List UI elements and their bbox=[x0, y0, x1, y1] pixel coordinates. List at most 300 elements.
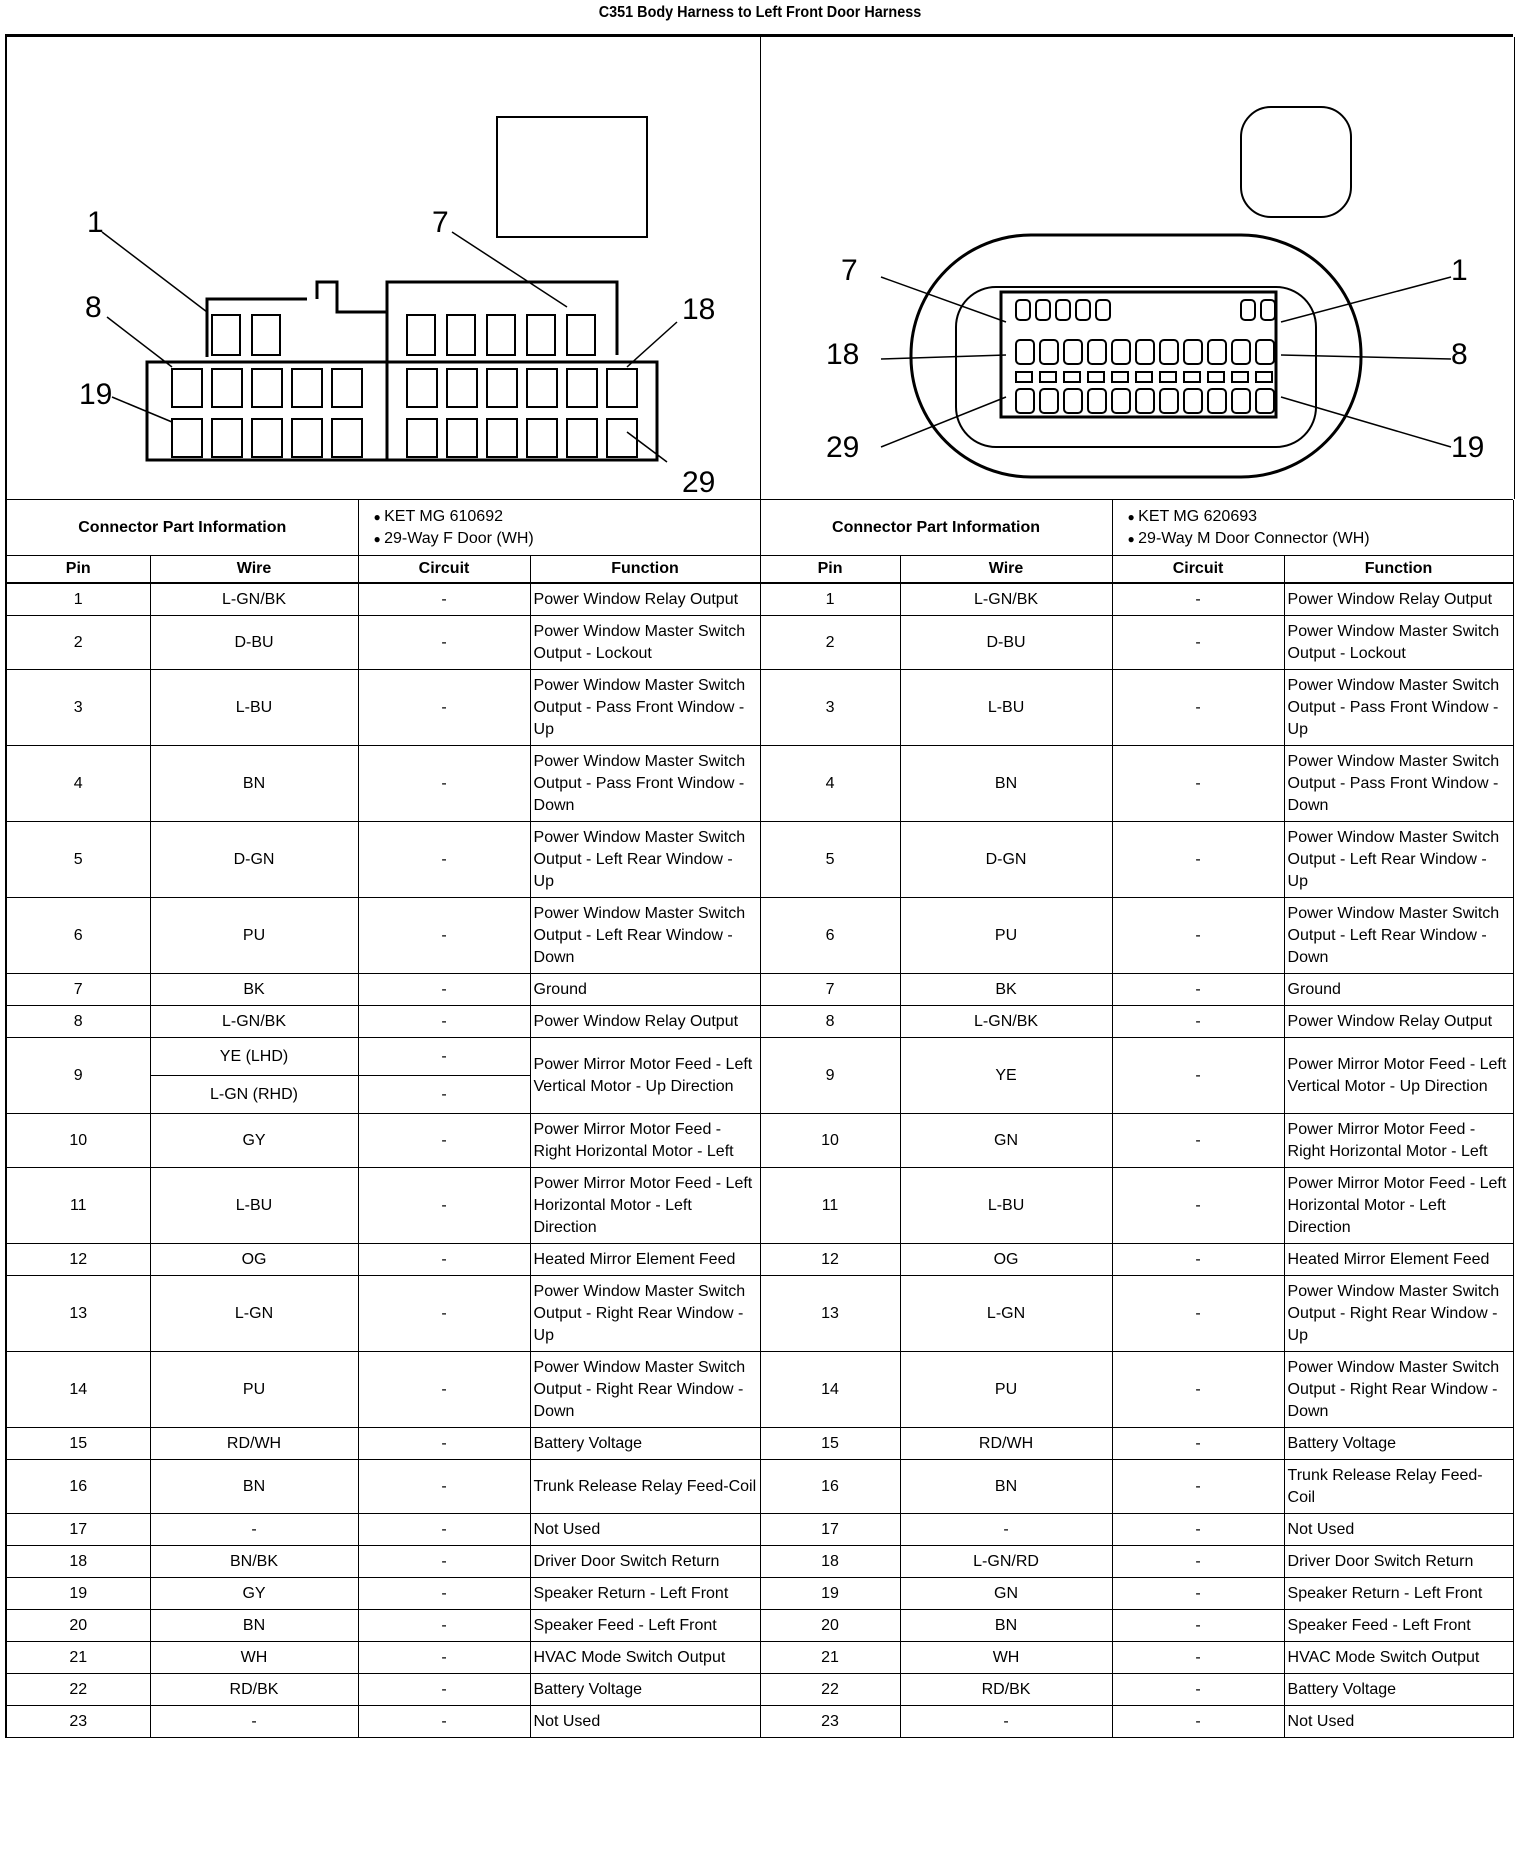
table-row bbox=[7, 822, 1513, 898]
table-row bbox=[7, 1038, 1513, 1114]
circuit-cell: - bbox=[358, 1610, 530, 1642]
circuit-cell: - bbox=[1112, 1114, 1284, 1168]
left-part-info bbox=[358, 500, 760, 556]
function-cell: Power Window Master Switch Output - Right Rear Window - Up bbox=[1284, 1276, 1513, 1352]
wire-cell: GY bbox=[150, 1114, 358, 1168]
pin-cavity bbox=[172, 419, 202, 457]
pin-cell: 21 bbox=[7, 1642, 150, 1674]
function-cell: Power Mirror Motor Feed - Right Horizontal Motor - Left bbox=[530, 1114, 760, 1168]
circuit-cell: - bbox=[358, 1168, 530, 1244]
pin-cell: 8 bbox=[760, 1006, 900, 1038]
pin-label-29: 29 bbox=[826, 431, 860, 464]
pin-cavity bbox=[1160, 340, 1178, 364]
pin-cavity bbox=[252, 369, 282, 407]
table-row bbox=[7, 1642, 1513, 1674]
wire-cell: L-GN/BK bbox=[150, 583, 358, 616]
pin-cell: 20 bbox=[760, 1610, 900, 1642]
function-cell: Battery Voltage bbox=[530, 1674, 760, 1706]
pin-label-18: 18 bbox=[682, 293, 716, 326]
pin-cell: 14 bbox=[760, 1352, 900, 1428]
function-cell: Not Used bbox=[530, 1706, 760, 1738]
pin-cavity bbox=[1232, 389, 1250, 413]
pin-cell: 6 bbox=[7, 898, 150, 974]
pin-cavity bbox=[1184, 389, 1202, 413]
pin-cavity bbox=[1232, 372, 1248, 382]
pin-cell: 17 bbox=[7, 1514, 150, 1546]
pin-cavity bbox=[487, 315, 515, 355]
pin-label-7: 7 bbox=[432, 206, 449, 239]
wire-cell: OG bbox=[900, 1244, 1112, 1276]
pin-cavity bbox=[1208, 372, 1224, 382]
pin-cavity bbox=[1136, 372, 1152, 382]
circuit-cell: - bbox=[358, 822, 530, 898]
wire-cell: L-GN/BK bbox=[150, 1006, 358, 1038]
left-part-number: ● KET MG 610692 bbox=[362, 506, 757, 528]
circuit-variant: - bbox=[441, 1086, 447, 1103]
pin-cell: 1 bbox=[760, 583, 900, 616]
pin-cavity bbox=[407, 369, 437, 407]
wire-cell: - bbox=[150, 1706, 358, 1738]
pin-cavity bbox=[292, 419, 322, 457]
table-row bbox=[7, 1514, 1513, 1546]
pin-cell: 5 bbox=[7, 822, 150, 898]
table-row bbox=[7, 1244, 1513, 1276]
page-title: C351 Body Harness to Left Front Door Harness bbox=[598, 4, 922, 21]
pin-cavity bbox=[1088, 372, 1104, 382]
wire-cell: L-BU bbox=[150, 670, 358, 746]
function-cell: Power Window Master Switch Output - Left Rear Window - Up bbox=[1284, 822, 1513, 898]
circuit-cell: - bbox=[1112, 1610, 1284, 1642]
pin-cavity bbox=[1160, 389, 1178, 413]
circuit-cell: - bbox=[1112, 1674, 1284, 1706]
function-cell: Driver Door Switch Return bbox=[1284, 1546, 1513, 1578]
pin-cell: 8 bbox=[7, 1006, 150, 1038]
pin-cavity bbox=[1112, 372, 1128, 382]
wire-cell: RD/WH bbox=[150, 1428, 358, 1460]
table-row bbox=[7, 974, 1513, 1006]
function-cell: Power Window Master Switch Output - Lockout bbox=[1284, 616, 1513, 670]
circuit-cell: - bbox=[1112, 1642, 1284, 1674]
pin-cavity bbox=[1261, 300, 1275, 320]
pin-cell: 13 bbox=[7, 1276, 150, 1352]
function-cell: Power Mirror Motor Feed - Left Horizontal Motor - Left Direction bbox=[530, 1168, 760, 1244]
function-cell: Power Window Master Switch Output - Pass Front Window - Down bbox=[530, 746, 760, 822]
pin-cell: 9 bbox=[7, 1038, 150, 1114]
pin-cavity bbox=[252, 419, 282, 457]
female-connector-diagram bbox=[7, 37, 761, 499]
function-cell: Speaker Feed - Left Front bbox=[530, 1610, 760, 1642]
left-part-desc: ● 29-Way F Door (WH) bbox=[362, 528, 757, 550]
pin-cavity bbox=[1040, 389, 1058, 413]
pin-cell: 10 bbox=[760, 1114, 900, 1168]
wire-cell: BK bbox=[150, 974, 358, 1006]
circuit-cell: - bbox=[358, 1006, 530, 1038]
header-circuit: Circuit bbox=[358, 556, 530, 584]
pin-label-19: 19 bbox=[79, 378, 113, 411]
function-cell: Battery Voltage bbox=[530, 1428, 760, 1460]
pin-cavity bbox=[1208, 340, 1226, 364]
circuit-cell: - bbox=[1112, 616, 1284, 670]
wire-cell: BK bbox=[900, 974, 1112, 1006]
table-row bbox=[7, 1610, 1513, 1642]
male-connector-face-icon bbox=[761, 37, 1514, 499]
pin-cell: 18 bbox=[760, 1546, 900, 1578]
circuit-cell: - bbox=[358, 670, 530, 746]
pin-cell: 9 bbox=[760, 1038, 900, 1114]
circuit-cell: - bbox=[358, 1514, 530, 1546]
function-cell: Power Mirror Motor Feed - Left Vertical Motor - Up Direction bbox=[1284, 1038, 1513, 1114]
header-pin: Pin bbox=[760, 556, 900, 584]
pin-cell: 21 bbox=[760, 1642, 900, 1674]
pin-cell: 16 bbox=[760, 1460, 900, 1514]
table-row bbox=[7, 898, 1513, 974]
pin-cavity bbox=[172, 369, 202, 407]
pin-cavity bbox=[567, 315, 595, 355]
pin-label-19: 19 bbox=[1451, 431, 1485, 464]
pin-cavity bbox=[1256, 340, 1274, 364]
wire-cell: PU bbox=[900, 898, 1112, 974]
header-function: Function bbox=[530, 556, 760, 584]
function-cell: Power Window Relay Output bbox=[1284, 583, 1513, 616]
pin-cavity bbox=[1076, 300, 1090, 320]
pin-cavity bbox=[1184, 340, 1202, 364]
table-row bbox=[7, 1578, 1513, 1610]
wire-cell: L-GN/RD bbox=[900, 1546, 1112, 1578]
pin-cell: 2 bbox=[760, 616, 900, 670]
function-cell: Not Used bbox=[1284, 1514, 1513, 1546]
pin-cavity bbox=[1064, 340, 1082, 364]
pin-label-29: 29 bbox=[682, 466, 716, 499]
pin-cavity bbox=[1064, 372, 1080, 382]
circuit-cell: - bbox=[358, 746, 530, 822]
function-cell: Power Window Master Switch Output - Left Rear Window - Down bbox=[530, 898, 760, 974]
wire-variant: L-GN (RHD) bbox=[210, 1086, 298, 1103]
table-row bbox=[7, 1674, 1513, 1706]
pin-cell: 3 bbox=[7, 670, 150, 746]
pin-cavity bbox=[1088, 389, 1106, 413]
function-cell: Power Window Master Switch Output - Lockout bbox=[530, 616, 760, 670]
wire-cell: RD/BK bbox=[150, 1674, 358, 1706]
function-cell: Power Window Master Switch Output - Right Rear Window - Up bbox=[530, 1276, 760, 1352]
circuit-cell: - bbox=[358, 1674, 530, 1706]
pin-cavity bbox=[332, 369, 362, 407]
wire-cell: YE bbox=[900, 1038, 1112, 1114]
function-cell: Trunk Release Relay Feed-Coil bbox=[530, 1460, 760, 1514]
pin-cell: 19 bbox=[760, 1578, 900, 1610]
function-cell: Power Window Master Switch Output - Pass Front Window - Up bbox=[530, 670, 760, 746]
pin-cavity bbox=[1112, 340, 1130, 364]
circuit-cell: - bbox=[1112, 1706, 1284, 1738]
pin-cavity bbox=[1096, 300, 1110, 320]
table-row bbox=[7, 1006, 1513, 1038]
pin-cell: 19 bbox=[7, 1578, 150, 1610]
pin-cavity bbox=[607, 419, 637, 457]
circuit-cell: - bbox=[1112, 898, 1284, 974]
pin-cell: 11 bbox=[7, 1168, 150, 1244]
table-row bbox=[7, 746, 1513, 822]
pin-cavity bbox=[1016, 372, 1032, 382]
pin-cell: 14 bbox=[7, 1352, 150, 1428]
circuit-cell: - bbox=[358, 1642, 530, 1674]
circuit-cell: - bbox=[358, 616, 530, 670]
function-cell: Power Mirror Motor Feed - Left Vertical Motor - Up Direction bbox=[530, 1038, 760, 1114]
circuit-cell: - bbox=[358, 1428, 530, 1460]
circuit-cell: - bbox=[358, 1276, 530, 1352]
pin-cavity bbox=[567, 419, 597, 457]
pin-cell: 4 bbox=[760, 746, 900, 822]
header-wire: Wire bbox=[150, 556, 358, 584]
right-part-info bbox=[1112, 500, 1513, 556]
pin-cavity bbox=[1088, 340, 1106, 364]
pin-cavity bbox=[332, 419, 362, 457]
wire-cell: BN bbox=[900, 1610, 1112, 1642]
pin-cavity bbox=[1208, 389, 1226, 413]
circuit-cell: - bbox=[1112, 1244, 1284, 1276]
function-cell: Power Window Master Switch Output - Left Rear Window - Down bbox=[1284, 898, 1513, 974]
pin-cavity bbox=[1256, 389, 1274, 413]
function-cell: Ground bbox=[1284, 974, 1513, 1006]
wire-cell: BN/BK bbox=[150, 1546, 358, 1578]
function-cell: Power Window Relay Output bbox=[530, 583, 760, 616]
circuit-cell: - bbox=[358, 1244, 530, 1276]
pin-cavity bbox=[1160, 372, 1176, 382]
circuit-cell: - bbox=[358, 1114, 530, 1168]
function-cell: Battery Voltage bbox=[1284, 1428, 1513, 1460]
pin-cavity bbox=[407, 419, 437, 457]
wire-cell: - bbox=[900, 1706, 1112, 1738]
function-cell: Heated Mirror Element Feed bbox=[1284, 1244, 1513, 1276]
pin-cavity bbox=[1016, 340, 1034, 364]
pin-cell: 3 bbox=[760, 670, 900, 746]
table-header-row bbox=[7, 556, 1513, 584]
function-cell: Power Window Master Switch Output - Right Rear Window - Down bbox=[530, 1352, 760, 1428]
pin-cell: 23 bbox=[7, 1706, 150, 1738]
function-cell: Speaker Return - Left Front bbox=[530, 1578, 760, 1610]
circuit-cell: - bbox=[1112, 1038, 1284, 1114]
wire-cell: RD/BK bbox=[900, 1674, 1112, 1706]
table-row bbox=[7, 583, 1513, 616]
function-cell: Ground bbox=[530, 974, 760, 1006]
wire-cell: L-GN bbox=[150, 1276, 358, 1352]
right-info-label: Connector Part Information bbox=[760, 500, 1112, 556]
function-cell: Power Window Master Switch Output - Pass Front Window - Down bbox=[1284, 746, 1513, 822]
pin-cavity bbox=[487, 369, 517, 407]
circuit-cell: - bbox=[1112, 1578, 1284, 1610]
pin-cavity bbox=[1036, 300, 1050, 320]
pin-cavity bbox=[527, 369, 557, 407]
function-cell: HVAC Mode Switch Output bbox=[530, 1642, 760, 1674]
right-part-desc: ● 29-Way M Door Connector (WH) bbox=[1116, 528, 1510, 550]
function-cell: Driver Door Switch Return bbox=[530, 1546, 760, 1578]
circuit-variant: - bbox=[359, 1038, 530, 1076]
circuit-cell: - bbox=[1112, 670, 1284, 746]
pin-cell: 12 bbox=[7, 1244, 150, 1276]
pin-cavity bbox=[252, 315, 280, 355]
wire-cell: BN bbox=[150, 1610, 358, 1642]
wire-cell: L-GN/BK bbox=[900, 1006, 1112, 1038]
table-row bbox=[7, 1168, 1513, 1244]
wire-variant: YE (LHD) bbox=[151, 1038, 358, 1076]
function-cell: Speaker Feed - Left Front bbox=[1284, 1610, 1513, 1642]
pin-cell: 18 bbox=[7, 1546, 150, 1578]
function-cell: Power Mirror Motor Feed - Left Horizontal Motor - Left Direction bbox=[1284, 1168, 1513, 1244]
wire-cell: PU bbox=[150, 898, 358, 974]
pin-cell: 10 bbox=[7, 1114, 150, 1168]
wire-cell: PU bbox=[900, 1352, 1112, 1428]
function-cell: Speaker Return - Left Front bbox=[1284, 1578, 1513, 1610]
table-row bbox=[7, 1706, 1513, 1738]
header-function: Function bbox=[1284, 556, 1513, 584]
wire-cell: L-GN/BK bbox=[900, 583, 1112, 616]
right-part-number: ● KET MG 620693 bbox=[1116, 506, 1510, 528]
circuit-cell: - bbox=[1112, 1428, 1284, 1460]
function-cell: Trunk Release Relay Feed-Coil bbox=[1284, 1460, 1513, 1514]
pin-cell: 6 bbox=[760, 898, 900, 974]
pin-label-7: 7 bbox=[841, 254, 858, 287]
male-connector-diagram bbox=[761, 37, 1515, 499]
female-connector-face-icon bbox=[7, 37, 760, 499]
circuit-cell: - bbox=[358, 974, 530, 1006]
wire-cell: L-BU bbox=[900, 670, 1112, 746]
wire-cell bbox=[150, 1038, 358, 1114]
table-row bbox=[7, 1114, 1513, 1168]
pin-label-1: 1 bbox=[1451, 254, 1468, 287]
wire-cell: D-GN bbox=[150, 822, 358, 898]
circuit-cell: - bbox=[358, 583, 530, 616]
pin-cavity bbox=[292, 369, 322, 407]
pin-cavity bbox=[527, 419, 557, 457]
function-cell: Power Window Master Switch Output - Right Rear Window - Down bbox=[1284, 1352, 1513, 1428]
table-row bbox=[7, 1546, 1513, 1578]
pin-cell: 13 bbox=[760, 1276, 900, 1352]
pin-cell: 2 bbox=[7, 616, 150, 670]
function-cell: Power Window Relay Output bbox=[1284, 1006, 1513, 1038]
pin-label-8: 8 bbox=[1451, 338, 1468, 371]
pin-cavity bbox=[1112, 389, 1130, 413]
function-cell: Power Window Relay Output bbox=[530, 1006, 760, 1038]
circuit-cell: - bbox=[1112, 1546, 1284, 1578]
pin-cell: 16 bbox=[7, 1460, 150, 1514]
circuit-cell bbox=[358, 1038, 530, 1114]
circuit-cell: - bbox=[1112, 583, 1284, 616]
wire-cell: WH bbox=[900, 1642, 1112, 1674]
wire-cell: D-GN bbox=[900, 822, 1112, 898]
function-cell: Not Used bbox=[1284, 1706, 1513, 1738]
circuit-cell: - bbox=[1112, 1168, 1284, 1244]
wire-cell: - bbox=[900, 1514, 1112, 1546]
pin-cell: 15 bbox=[7, 1428, 150, 1460]
header-circuit: Circuit bbox=[1112, 556, 1284, 584]
pin-cell: 5 bbox=[760, 822, 900, 898]
pin-cavity bbox=[1136, 389, 1154, 413]
function-cell: HVAC Mode Switch Output bbox=[1284, 1642, 1513, 1674]
circuit-cell: - bbox=[358, 1546, 530, 1578]
circuit-cell: - bbox=[358, 1706, 530, 1738]
table-row bbox=[7, 1428, 1513, 1460]
pin-cell: 20 bbox=[7, 1610, 150, 1642]
connector-table-frame bbox=[5, 34, 1513, 1738]
circuit-cell: - bbox=[358, 1352, 530, 1428]
pin-cavity bbox=[1016, 300, 1030, 320]
pin-cavity bbox=[487, 419, 517, 457]
wire-cell: GY bbox=[150, 1578, 358, 1610]
pin-cavity bbox=[1241, 300, 1255, 320]
pin-cavity bbox=[212, 419, 242, 457]
circuit-cell: - bbox=[1112, 822, 1284, 898]
pin-cavity bbox=[447, 369, 477, 407]
wire-cell: BN bbox=[900, 746, 1112, 822]
wire-cell: L-BU bbox=[150, 1168, 358, 1244]
pin-cavity bbox=[1136, 340, 1154, 364]
circuit-cell: - bbox=[1112, 1514, 1284, 1546]
pin-cavity bbox=[1256, 372, 1272, 382]
pin-cell: 11 bbox=[760, 1168, 900, 1244]
function-cell: Not Used bbox=[530, 1514, 760, 1546]
pin-cavity bbox=[1064, 389, 1082, 413]
function-cell: Heated Mirror Element Feed bbox=[530, 1244, 760, 1276]
function-cell: Battery Voltage bbox=[1284, 1674, 1513, 1706]
pin-cavity bbox=[607, 369, 637, 407]
circuit-cell: - bbox=[1112, 1460, 1284, 1514]
pin-cavity bbox=[1184, 372, 1200, 382]
circuit-cell: - bbox=[1112, 1276, 1284, 1352]
pin-cell: 22 bbox=[7, 1674, 150, 1706]
circuit-cell: - bbox=[358, 1460, 530, 1514]
pin-cell: 7 bbox=[7, 974, 150, 1006]
pin-cell: 1 bbox=[7, 583, 150, 616]
pin-label-8: 8 bbox=[85, 291, 102, 324]
circuit-cell: - bbox=[358, 898, 530, 974]
wire-cell: - bbox=[150, 1514, 358, 1546]
table-row bbox=[7, 616, 1513, 670]
header-wire: Wire bbox=[900, 556, 1112, 584]
circuit-cell: - bbox=[1112, 746, 1284, 822]
pin-cavity bbox=[407, 315, 435, 355]
pinout-table bbox=[7, 500, 1514, 1738]
table-row bbox=[7, 1276, 1513, 1352]
wire-cell: OG bbox=[150, 1244, 358, 1276]
pin-cavity bbox=[567, 369, 597, 407]
wire-cell: GN bbox=[900, 1114, 1112, 1168]
pin-cell: 23 bbox=[760, 1706, 900, 1738]
function-cell: Power Window Master Switch Output - Pass Front Window - Up bbox=[1284, 670, 1513, 746]
pin-cell: 22 bbox=[760, 1674, 900, 1706]
wire-cell: D-BU bbox=[900, 616, 1112, 670]
pin-cavity bbox=[1040, 372, 1056, 382]
function-cell: Power Window Master Switch Output - Left Rear Window - Up bbox=[530, 822, 760, 898]
wire-cell: L-BU bbox=[900, 1168, 1112, 1244]
pin-cavity bbox=[447, 315, 475, 355]
header-pin: Pin bbox=[7, 556, 150, 584]
wire-cell: BN bbox=[150, 1460, 358, 1514]
pin-label-18: 18 bbox=[826, 338, 860, 371]
pin-cell: 12 bbox=[760, 1244, 900, 1276]
pin-cavity bbox=[527, 315, 555, 355]
wire-cell: PU bbox=[150, 1352, 358, 1428]
pin-cavity bbox=[1016, 389, 1034, 413]
pin-cell: 15 bbox=[760, 1428, 900, 1460]
circuit-cell: - bbox=[1112, 1006, 1284, 1038]
circuit-cell: - bbox=[1112, 974, 1284, 1006]
pin-cell: 17 bbox=[760, 1514, 900, 1546]
left-info-label: Connector Part Information bbox=[7, 500, 358, 556]
wire-cell: L-GN bbox=[900, 1276, 1112, 1352]
pin-label-1: 1 bbox=[87, 206, 104, 239]
wire-cell: BN bbox=[900, 1460, 1112, 1514]
table-row bbox=[7, 670, 1513, 746]
circuit-cell: - bbox=[358, 1578, 530, 1610]
wire-cell: RD/WH bbox=[900, 1428, 1112, 1460]
